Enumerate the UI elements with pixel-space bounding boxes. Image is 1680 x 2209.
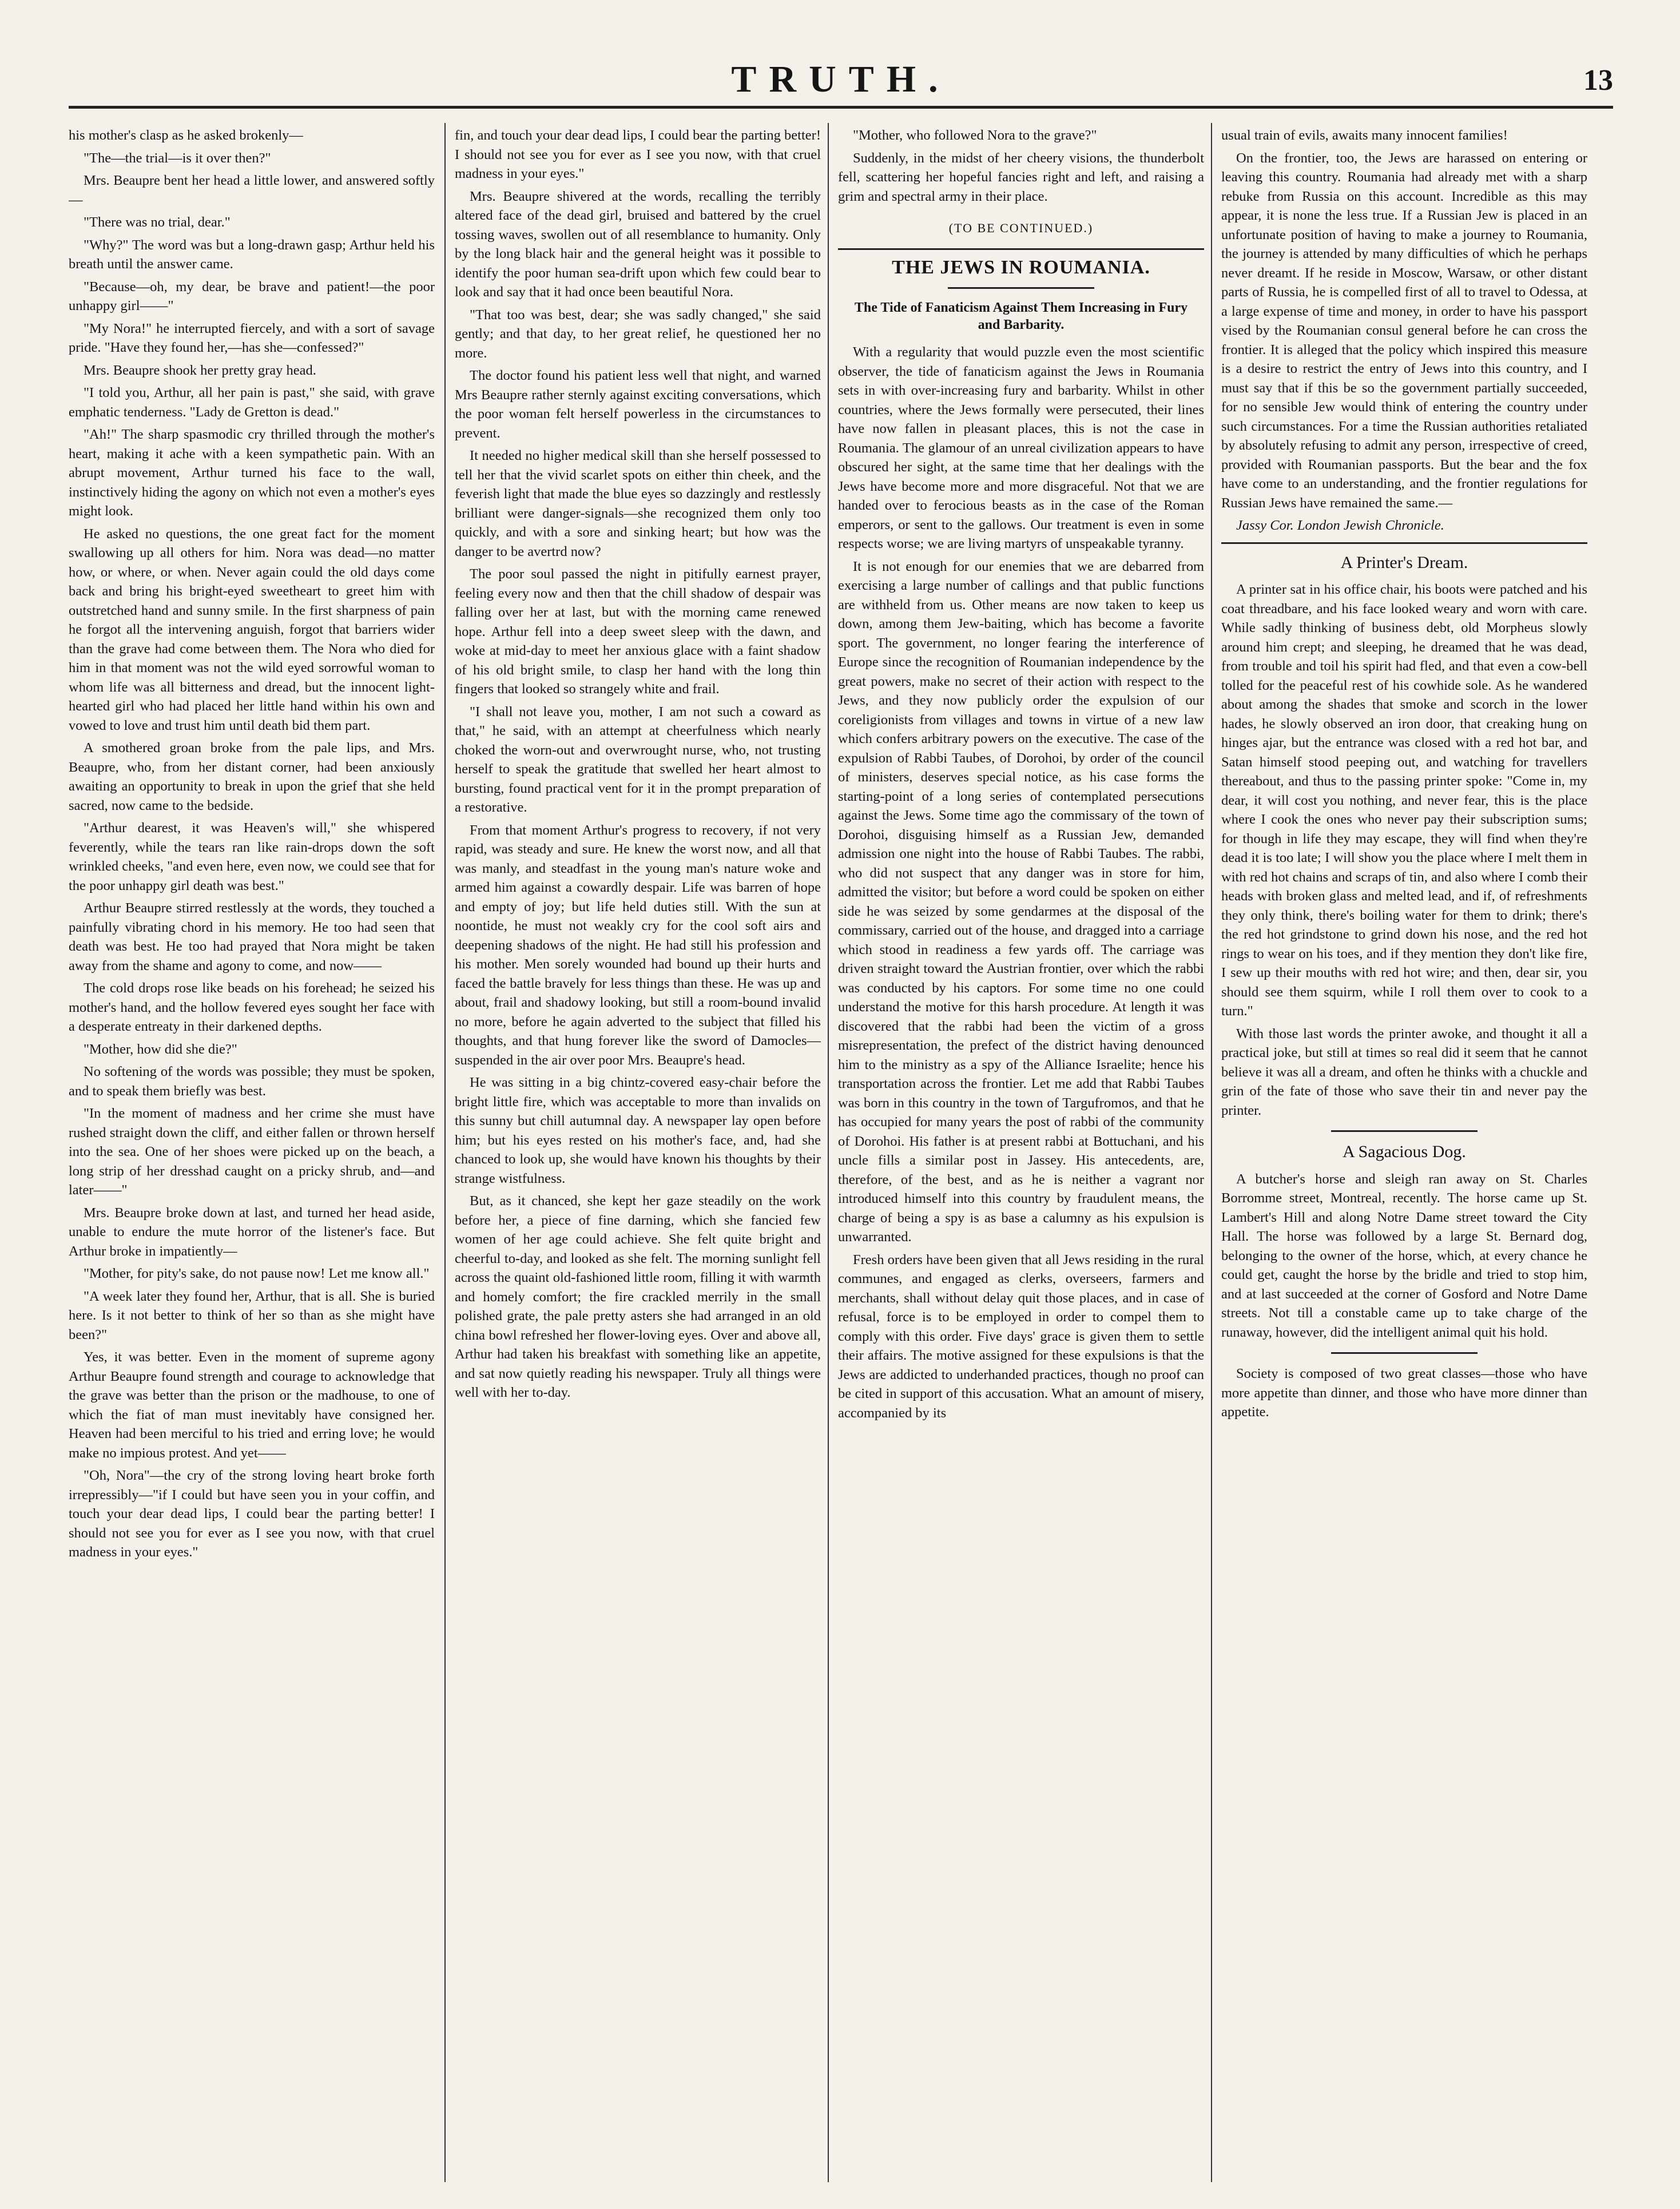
paragraph: The doctor found his patient less well that night, and warned Mrs Beaupre rather sternly against exciting conversations, which the poor woman felt herself powerless in the circumstances to prevent. bbox=[455, 368, 821, 441]
article-signoff: Jassy Cor. London Jewish Chronicle. bbox=[1236, 518, 1444, 533]
paragraph: Fresh orders have been given that all Jews residing in the rural communes, and engaged as clerks, overseers, farmers and merchants, shall without delay quit those places, and in case of refusal, force is to be employed in order to compel them to comply with this order. Five days' grace is given them to settle their affairs. The motive assigned for these expulsions is that the Jews are addicted to underhanded practices, though no proof can be cited in support of this accusation. What an amount of misery, accompanied by its bbox=[838, 1251, 1204, 1421]
paragraph: Suddenly, in the midst of her cheery visions, the thunderbolt fell, scattering her hopeful fancies right and left, and raising a grim and spectral army in their place. bbox=[838, 150, 1204, 204]
paragraph: Arthur Beaupre stirred restlessly at the words, they touched a painfully vibrating chord in his memory. He too had seen that death was best. He too had prayed that Nora might be taken away from the shame and agony to come, and now—— bbox=[69, 900, 435, 974]
column-rule bbox=[1211, 123, 1212, 2182]
paragraph: "Mother, for pity's sake, do not pause now! Let me know all." bbox=[84, 1266, 430, 1281]
paragraph: He was sitting in a big chintz-covered easy-chair before the bright little fire, which was acceptable to more than invalids on this sunny but chill autumnal day. A newspaper lay open before him; but his eyes rested on his mother's face, and, had she chanced to look up, she would have known his thoughts by their strange wistfulness. bbox=[455, 1075, 821, 1186]
paragraph: "A week later they found her, Arthur, that is all. She is buried here. Is it not better to think of her so than as she might have been?" bbox=[69, 1288, 435, 1342]
paragraph: With a regularity that would puzzle even the most scientific observer, the tide of fanaticism against the Jews in Roumania sets in with over-increasing fury and barbarity. Whilst in other countries, where the Jews formally were persecuted, their lines have now fallen in pleasant places, this is not the case in Roumania. The glamour of an unreal civilization appears to have obscured her sight, at the same time that her dealings with the Jews have become more and more disgraceful. Not that we are handed over to ferocious beasts as in the case of the Roman emperors, or sent to the gallows. Our treatment is even in some respects worse; we are living martyrs of unspeakable tyranny. bbox=[838, 344, 1204, 551]
column-3 bbox=[838, 126, 1204, 2185]
paragraph: Society is composed of two great classes—those who have more appetite than dinner, and those who have more dinner than appetite. bbox=[1221, 1366, 1587, 1420]
masthead-title: TRUTH. bbox=[731, 58, 951, 100]
masthead bbox=[69, 54, 1613, 109]
article-title-sagacious-dog: A Sagacious Dog. bbox=[1343, 1142, 1466, 1161]
paragraph: "Arthur dearest, it was Heaven's will," she whispered feverently, while the tears ran like rain-drops down the soft wrinkled cheeks, "and even here, even now, we could see that for the poor unhappy girl death was best." bbox=[69, 820, 435, 893]
article-title-printers-dream: A Printer's Dream. bbox=[1340, 553, 1468, 572]
paragraph: "There was no trial, dear." bbox=[84, 214, 231, 230]
paragraph: Yes, it was better. Even in the moment of supreme agony Arthur Beaupre found strength and courage to acknowledge that the grave was better than the prison or the madhouse, to one of which the fiat of man must inevitably have consigned her. Heaven had been merciful to his tried and erring love; he would make no impious protest. And yet—— bbox=[69, 1349, 435, 1461]
paragraph: "Why?" The word was but a long-drawn gasp; Arthur held his breath until the answer came. bbox=[69, 237, 435, 272]
paragraph: A printer sat in his office chair, his boots were patched and his coat threadbare, and his face looked weary and worn with care. While sadly thinking of business debt, old Morpheus slowly around him crept; and sleeping, he dreamed that he was dead, from trouble and toil his spirit had fled, and that even a cow-bell tolled for the peaceful rest of his cowhide sole. As he wandered about among the shades that smoke and scorch in the lower hades, he slowly observed an iron door, that creaking hung on hinges ajar, but the entrance was closed with a red hot bar, and Satan himself stood peeping out, and watching for travellers thereabout, and thus to the passing printer spoke: "Come in, my dear, it will cost you nothing, and never fear, this is the place where I cook the ones who never pay their subscription sums; for though in life they may escape, they will find when they're dead it is too late; I will show you the place where I melt them in with red hot chains and scraps of tin, and also where I comb their heads with broken glass and melted lead, and if, of refreshments they only think, there's boiling water for them to drink; there's the red hot grindstone to grind down his nose, and the red hot rings to wear on his toes, and if they mention they don't like fire, I sew up their mouths with red hot wire; and then, dear sir, you should see them squirm, while I roll them over to cook to a turn." bbox=[1221, 582, 1587, 1019]
column-2 bbox=[455, 126, 821, 2185]
paragraph: his mother's clasp as he asked brokenly— bbox=[69, 128, 303, 143]
paragraph: But, as it chanced, she kept her gaze steadily on the work before her, a piece of fine darning, which she fancied few women of her age could achieve. She felt quite bright and cheerful to-day, and looked as she felt. The morning sunlight fell across the quaint old-fashioned little room, filling it with warmth and homely comfort; the fire crackled merrily in the small polished grate, the pale pretty asters she had arranged in an old china bowl refreshed her flower-loving eyes. Over and above all, Arthur had taken his breakfast with something like an appetite, and sat now quietly reading his newspaper. Truly all things were well with her to-day. bbox=[455, 1193, 821, 1400]
paragraph: No softening of the words was possible; they must be spoken, and to speak them briefly was best. bbox=[69, 1064, 435, 1099]
paragraph: "Mother, how did she die?" bbox=[84, 1041, 237, 1057]
divider bbox=[1221, 542, 1587, 544]
paragraph: It is not enough for our enemies that we are debarred from exercising a large number of callings and that public functions are withheld from us. Other means are now taken to keep us down, among them Jew-baiting, which has become a favorite sport. The government, no longer fearing the interference of Europe since the recognition of Roumanian independence by the great powers, make no secret of their action with respect to the Jews, and they now publicly order the expulsion of our coreligionists from villages and towns in virtue of a new law which confers arbitrary powers on the executive. The case of the expulsion of Rabbi Taubes, of Dorohoi, by order of the council of ministers, deserves special notice, as his case forms the starting-point of a long series of contemplated persecutions against the Jews. Some time ago the commissary of the town of Dorohoi, disguising himself as a Russian Jew, demanded admission one night into the house of Rabbi Taubes. The rabbi, who did not suspect that any danger was in store for him, admitted the visitor; but before a word could be spoken on either side he was seized by some gendarmes at the disposal of the commissary, carried out of the house, and dragged into a carriage which stood in readiness a few yards off. The carriage was driven straight toward the Austrian frontier, over which the rabbi was conducted by his captors. For some time no one could understand the motive for this harsh procedure. At length it was discovered that the rabbi had been the victim of a gross misrepresentation, the prefect of the district having denounced him to the ministry as a spy of the Alliance Israelite; hence his transportation across the frontier. Let me add that Rabbi Taubes was born in this country in the town of Targufromos, and that he has occupied for many years the post of rabbi of the community of Dorohoi. His father is at present rabbi at Bottuchani, and his uncle fills a similar post in Jassey. His antecedents, are, therefore, of the best, and as he is neither a vagrant nor introduced himself into this country by fraudulent means, the charge of being a spy is as base a calumny as his expulsion is unwarranted. bbox=[838, 558, 1204, 1245]
paragraph: A butcher's horse and sleigh ran away on St. Charles Borromme street, Montreal, recently. The horse came up St. Lambert's Hill and along Notre Dame street toward the City Hall. The horse was followed by a large St. Bernard dog, belonging to the owner of the horse, which, at every chance he could get, caught the horse by the bridle and tried to stop him, and at last succeeded at the corner of Gosford and Notre Dame streets. Not till a constable came up to take charge of the runaway, however, did the intelligent animal quit his hold. bbox=[1221, 1171, 1587, 1340]
paragraph: He asked no questions, the one great fact for the moment swallowing up all others for him. Nora was dead—no matter how, or where, or when. Never again could the old days come back and bring his bright-eyed sweetheart to greet him with outstretched hand and sunny smile. In the first sharpness of pain he forgot all the intervening anguish, forgot that barriers wider than the grave had come between them. The Nora who died for him in that moment was not the wild eyed sorrowful woman to whom life was all bitterness and dread, but the innocent light-hearted girl who had placed her little hand within his own and vowed to love and trust him until death bid them part. bbox=[69, 526, 435, 733]
paragraph: "In the moment of madness and her crime she must have rushed straight down the cliff, and either fallen or thrown herself into the sea. One of her shoes were picked up on the beach, a long strip of her dresshad caught on a pricky shrub, and—and later——" bbox=[69, 1106, 435, 1198]
column-rule bbox=[828, 123, 829, 2182]
continued-note: (TO BE CONTINUED.) bbox=[948, 221, 1094, 235]
paragraph: "Ah!" The sharp spasmodic cry thrilled through the mother's heart, making it ache with a keen sympathetic pain. With an abrupt movement, Arthur turned his face to the wall, instinctively hiding the agony on which not even a mother's eyes might look. bbox=[69, 427, 435, 519]
paragraph: Mrs. Beaupre broke down at last, and turned her head aside, unable to endure the mute horror of the listener's face. But Arthur broke in impatiently— bbox=[69, 1205, 435, 1259]
short-divider bbox=[1331, 1352, 1478, 1354]
article-title: THE JEWS IN ROUMANIA. bbox=[892, 256, 1150, 278]
paragraph: "Mother, who followed Nora to the grave?" bbox=[853, 128, 1097, 143]
short-divider bbox=[1331, 1130, 1478, 1132]
short-divider bbox=[948, 287, 1094, 289]
paragraph: usual train of evils, awaits many innocent families! bbox=[1221, 128, 1508, 143]
paragraph: fin, and touch your dear dead lips, I could bear the parting better! I should not see you for ever as I see you now, with that cruel madness in your eyes." bbox=[455, 128, 821, 181]
paragraph: "Because—oh, my dear, be brave and patient!—the poor unhappy girl——" bbox=[69, 279, 435, 313]
paragraph: "Oh, Nora"—the cry of the strong loving heart broke forth irrepressibly—"if I could but have seen you in your coffin, and touch your dear dead lips, I could bear the parting better! I should not see you for ever as I see you now, with that cruel madness in your eyes." bbox=[69, 1468, 435, 1560]
article-subtitle: The Tide of Fanaticism Against Them Increasing in Fury and Barbarity. bbox=[854, 300, 1188, 332]
paragraph: Mrs. Beaupre shivered at the words, recalling the terribly altered face of the dead girl, bruised and battered by the cruel tossing waves, swollen out of all resemblance to humanity. Only by the long black hair and the general height was it possible to identify the poor human sea-drift upon which few could bear to look and say that it had once been beautiful Nora. bbox=[455, 188, 821, 300]
paragraph: Mrs. Beaupre bent her head a little lower, and answered softly— bbox=[69, 173, 435, 208]
column-1 bbox=[69, 126, 435, 2185]
paragraph: "My Nora!" he interrupted fiercely, and with a sort of savage pride. "Have they found her,—has she—confessed?" bbox=[69, 320, 435, 355]
paragraph: "The—the trial—is it over then?" bbox=[84, 150, 271, 166]
paragraph: "I shall not leave you, mother, I am not such a coward as that," he said, with an attempt at cheerfulness which nearly choked the worn-out and overwrought nurse, who, not trusting herself to speak the gratitude that swelled her heart almost to bursting, found practical vent for it in the prompt preparation of a restorative. bbox=[455, 704, 821, 815]
divider bbox=[838, 248, 1204, 250]
paragraph: It needed no higher medical skill than she herself possessed to tell her that the vivid scarlet spots on either thin cheek, and the feverish light that made the blue eyes so dazzingly and restlessly brilliant were danger-signals—she recognized them only too quickly, and with a sore and sinking heart; but how was the danger to be avertrd now? bbox=[455, 448, 821, 559]
paragraph: With those last words the printer awoke, and thought it all a practical joke, but still at times so real did it seem that he cannot believe it was all a dream, and often he thinks with a chuckle and grin of the fate of those who save their tin and never pay the printer. bbox=[1221, 1026, 1587, 1118]
column-4 bbox=[1221, 126, 1587, 2185]
paragraph: The cold drops rose like beads on his forehead; he seized his mother's hand, and the hollow fevered eyes sought her face with a desperate entreaty in their darkened depths. bbox=[69, 980, 435, 1034]
paragraph: On the frontier, too, the Jews are harassed on entering or leaving this country. Roumania had already met with a sharp rebuke from Russia on this account. Incredible as this may appear, it is none the less true. If a Russian Jew is placed in an unfortunate position of having to make a journey to Roumania, the journey is attended by many difficulties of which he perhaps never dreamt. If he reside in Moscow, Warsaw, or other distant parts of Russia, he is compelled first of all to travel to Odessa, at a large expense of time and money, in order to have his passport vised by the Roumanian consul general before he can cross the frontier. It is alleged that the policy which inspired this measure is a desire to restrict the entry of Jews into this country, and I must say that if this be so the government partially succeeded, for no sensible Jew would think of entering the country under such circumstances. For a time the Russian authorities retaliated by absolutely refusing to admit any person, irrespective of creed, provided with Roumanian passports. But the bear and the fox have come to an understanding, and the frontier regulations for Russian Jews have remained the same.— bbox=[1221, 150, 1587, 511]
paragraph: A smothered groan broke from the pale lips, and Mrs. Beaupre, who, from her distant corner, had been anxiously awaiting an opportunity to break in upon the grief that she held sacred, now came to the bedside. bbox=[69, 740, 435, 813]
paragraph: "That too was best, dear; she was sadly changed," she said gently; and that day, to her great relief, he questioned her no more. bbox=[455, 307, 821, 361]
paragraph: Mrs. Beaupre shook her pretty gray head. bbox=[84, 362, 316, 378]
paragraph: From that moment Arthur's progress to recovery, if not very rapid, was steady and sure. He knew the worst now, and all that was manly, and steadfast in the young man's nature woke and armed him against a cowardly despair. Life was barren of hope and empty of joy; but life held duties still. With the sun at noontide, he must not weakly cry for the cool soft airs and deepening shadows of the night. He had still his profession and his mother. Men sorely wounded had bound up their hurts and faced the battle bravely for less things than these. He was up and about, frail and shadowy looking, but still a room-bound invalid no more, before he again adverted to the subject that filled his thoughts, and that hung forever like the sword of Damocles—suspended in the air over poor Mrs. Beaupre's head. bbox=[455, 822, 821, 1068]
paragraph: The poor soul passed the night in pitifully earnest prayer, feeling every now and then that the chill shadow of despair was falling over her at last, but with the morning came renewed hope. Arthur fell into a deep sweet sleep with the dawn, and woke at mid-day to meet her anxious glace with a faint shadow of his old bright smile, to clasp her hand with the long thin fingers that looked so strangely white and frail. bbox=[455, 566, 821, 697]
page-number: 13 bbox=[1583, 64, 1613, 97]
column-rule bbox=[444, 123, 446, 2182]
paragraph: "I told you, Arthur, all her pain is past," she said, with grave emphatic tenderness. "Lady de Gretton is dead." bbox=[69, 385, 435, 420]
